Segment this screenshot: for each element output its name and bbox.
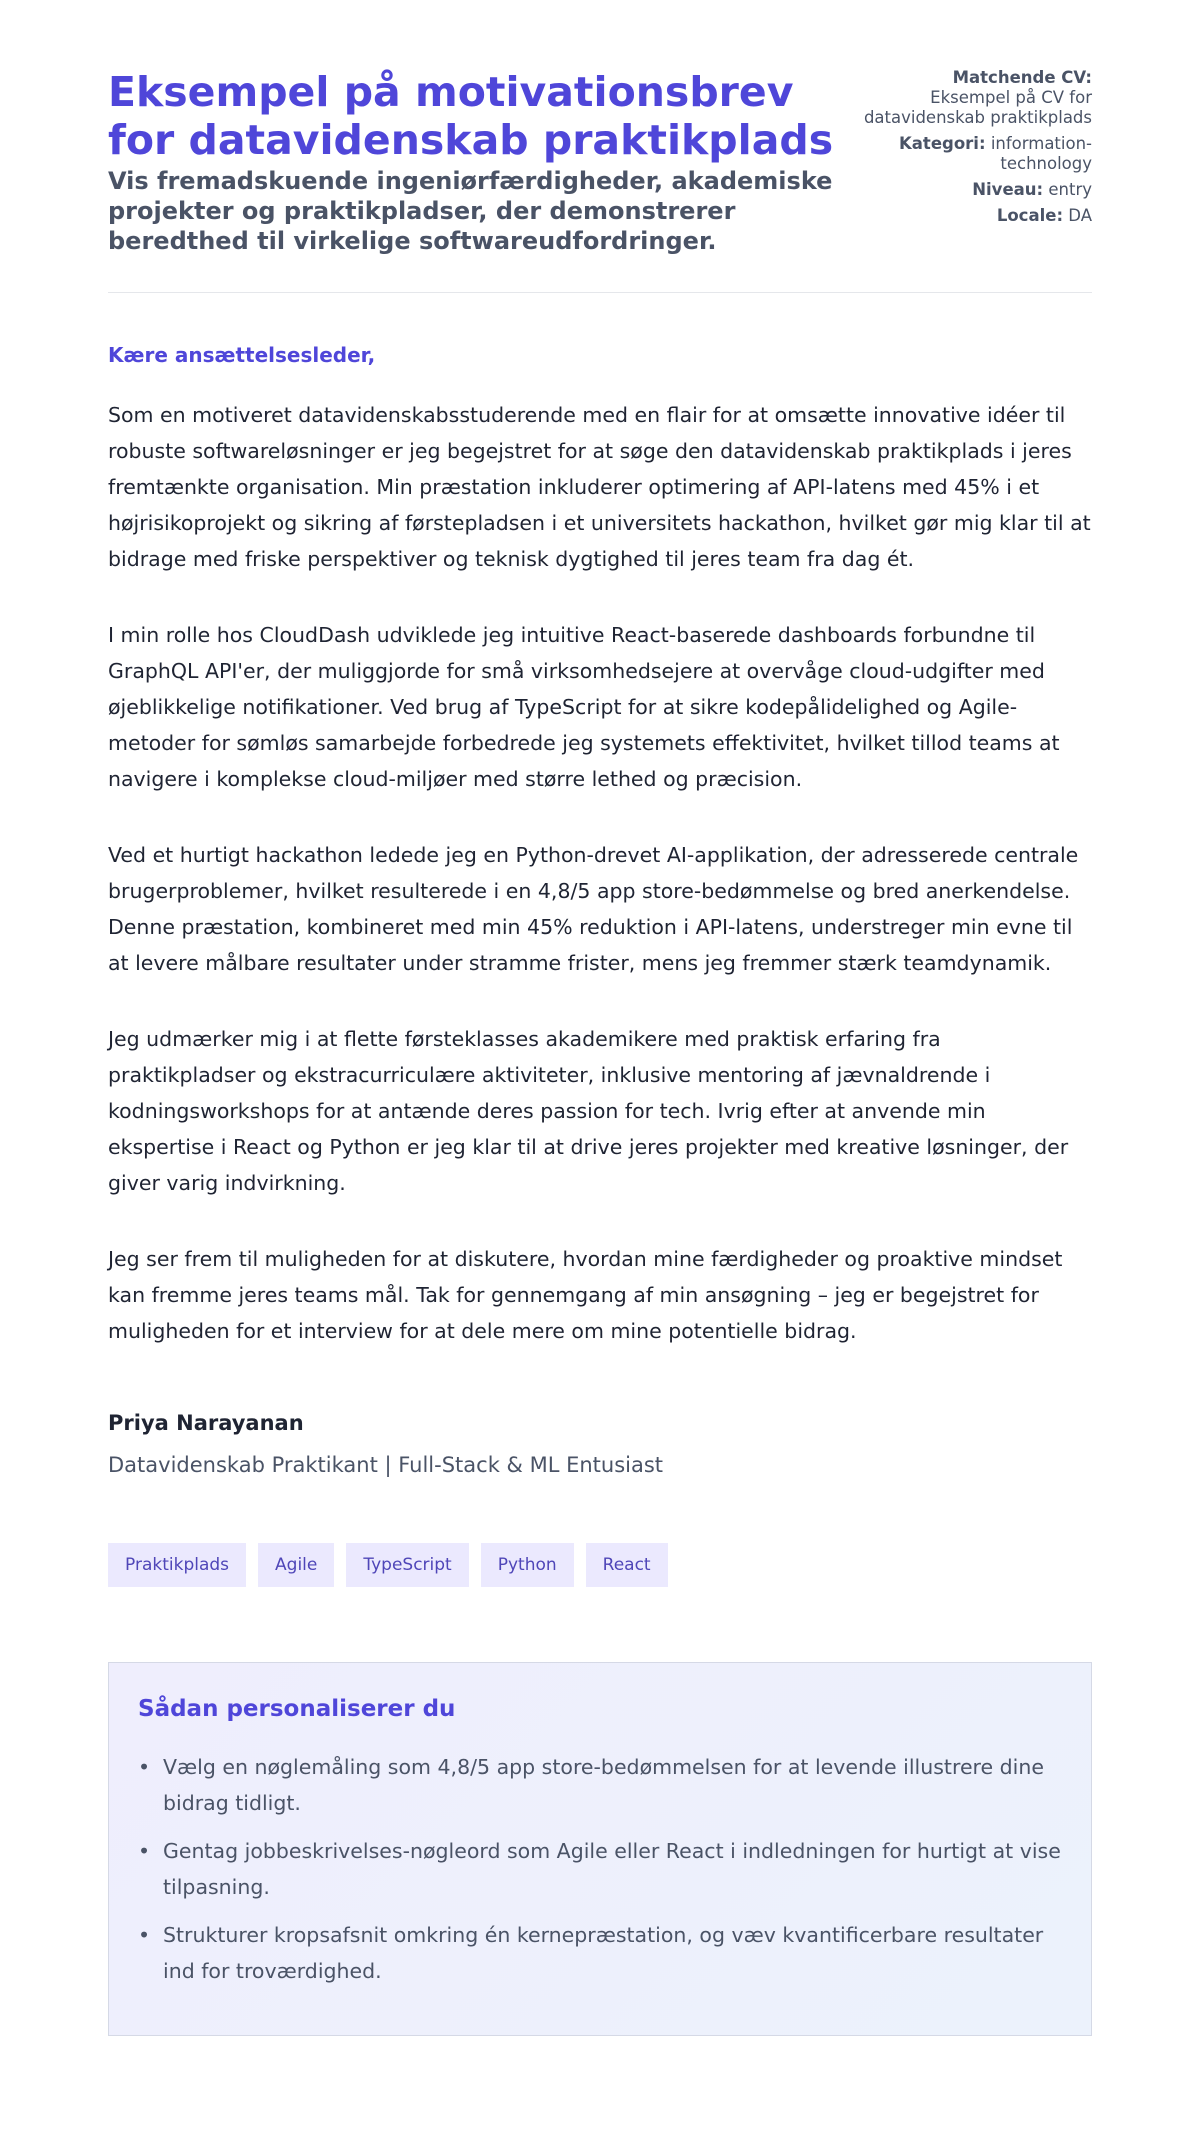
tag-chip[interactable]: TypeScript bbox=[346, 1543, 468, 1587]
page-title: Eksempel på motivationsbrev for datavidenskab praktikplads bbox=[108, 68, 834, 164]
tag-chip[interactable]: React bbox=[586, 1543, 668, 1587]
letter-paragraph: I min rolle hos CloudDash udviklede jeg intuitive React-baserede dashboards forbundne til GraphQL API'er, der muliggjorde for små virksomhedsejere at overvåge cloud-udgifter med øjeblikkelige notifikationer. Ved brug af TypeScript for at sikre kodepålidelighed og Agile-metoder for sømløs samarbejde forbedrede jeg systemets effektivitet, hvilket tillod teams at navigere i komplekse cloud-miljøer med større lethed og præcision. bbox=[108, 623, 1060, 791]
letter-paragraph: Jeg ser frem til muligheden for at diskutere, hvordan mine færdigheder og proaktive mindset kan fremme jeres teams mål. Tak for gennemgang af min ansøgning – jeg er begejstret for muligheden for et interview for at dele mere om mine potentielle bidrag. bbox=[108, 1247, 1063, 1343]
tips-list bbox=[138, 1749, 1061, 1989]
personalization-tips-box bbox=[108, 1662, 1092, 2036]
meta-locale-label: Locale: bbox=[996, 206, 1064, 225]
meta-cv bbox=[856, 68, 1092, 128]
header-title-block bbox=[108, 68, 856, 256]
bullet-icon: • bbox=[138, 1839, 151, 1863]
tips-list-item bbox=[138, 1833, 1061, 1905]
tag-chip[interactable]: Python bbox=[481, 1543, 574, 1587]
tips-list-item bbox=[138, 1917, 1061, 1989]
letter-paragraph: Som en motiveret datavidenskabsstuderende med en flair for at omsætte innovative idéer til robuste softwareløsninger er jeg begejstret for at søge den datavidenskab praktikplads i jeres fremtænkte organisation. Min præstation inkluderer optimering af API-latens med 45% i et højrisikoprojekt og sikring af førstepladsen i et universitets hackathon, hvilket gør mig klar til at bidrage med friske perspektiver og teknisk dygtighed til jeres team fra dag ét. bbox=[108, 403, 1091, 571]
tips-list-item bbox=[138, 1749, 1061, 1821]
letter-paragraph: Jeg udmærker mig i at flette førsteklasses akademikere med praktisk erfaring fra praktikpladser og ekstracurriculære aktiviteter, inklusive mentoring af jævnaldrende i kodningsworkshops for at antænde deres passion for tech. Ivrig efter at anvende min ekspertise i React og Python er jeg klar til at drive jeres projekter med kreative løsninger, der giver varig indvirkning. bbox=[108, 1027, 1069, 1195]
tips-item-text: Gentag jobbeskrivelses-nøgleord som Agile eller React i indledningen for hurtigt at vise tilpasning. bbox=[163, 1839, 1061, 1899]
meta-locale bbox=[856, 206, 1092, 226]
tag-list bbox=[108, 1543, 1092, 1587]
meta-panel bbox=[856, 68, 1092, 232]
tag-chip[interactable]: Praktikplads bbox=[108, 1543, 246, 1587]
page-header bbox=[108, 68, 1092, 293]
tag-chip[interactable]: Agile bbox=[258, 1543, 334, 1587]
tips-title: Sådan personaliserer du bbox=[138, 1696, 456, 1722]
letter-greeting: Kære ansættelsesleder, bbox=[108, 343, 376, 367]
page-subtitle: Vis fremadskuende ingeniørfærdigheder, akademiske projekter og praktikpladser, der demonstrerer beredthed til virkelige softwareudfordringer. bbox=[108, 167, 833, 255]
signature-name: Priya Narayanan bbox=[108, 1411, 304, 1435]
tips-item-text: Strukturer kropsafsnit omkring én kernepræstation, og væv kvantificerbare resultater ind for troværdighed. bbox=[163, 1923, 1044, 1983]
meta-cv-link[interactable]: Eksempel på CV for datavidenskab praktikplads bbox=[863, 88, 1092, 127]
meta-category bbox=[856, 134, 1092, 174]
meta-category-label: Kategori: bbox=[899, 134, 986, 153]
bullet-icon: • bbox=[138, 1755, 151, 1779]
meta-level-value: entry bbox=[1048, 180, 1092, 199]
signature-title: Datavidenskab Praktikant | Full-Stack & ML Entusiast bbox=[108, 1453, 664, 1477]
meta-level-label: Niveau: bbox=[972, 180, 1044, 199]
letter-body bbox=[108, 397, 1092, 1349]
bullet-icon: • bbox=[138, 1923, 151, 1947]
meta-category-value: information-technology bbox=[990, 134, 1092, 173]
meta-level bbox=[856, 180, 1092, 200]
letter-paragraph: Ved et hurtigt hackathon ledede jeg en Python-drevet AI-applikation, der adresserede centrale brugerproblemer, hvilket resulterede i en 4,8/5 app store-bedømmelse og bred anerkendelse. Denne præstation, kombineret med min 45% reduktion i API-latens, understreger min evne til at levere målbare resultater under stramme frister, mens jeg fremmer stærk teamdynamik. bbox=[108, 843, 1079, 975]
tips-item-text: Vælg en nøglemåling som 4,8/5 app store-bedømmelsen for at levende illustrere dine bidrag tidligt. bbox=[163, 1755, 1044, 1815]
meta-locale-value: DA bbox=[1068, 206, 1092, 225]
meta-cv-label: Matchende CV: bbox=[952, 68, 1092, 87]
letter-signature bbox=[108, 1409, 1092, 1479]
